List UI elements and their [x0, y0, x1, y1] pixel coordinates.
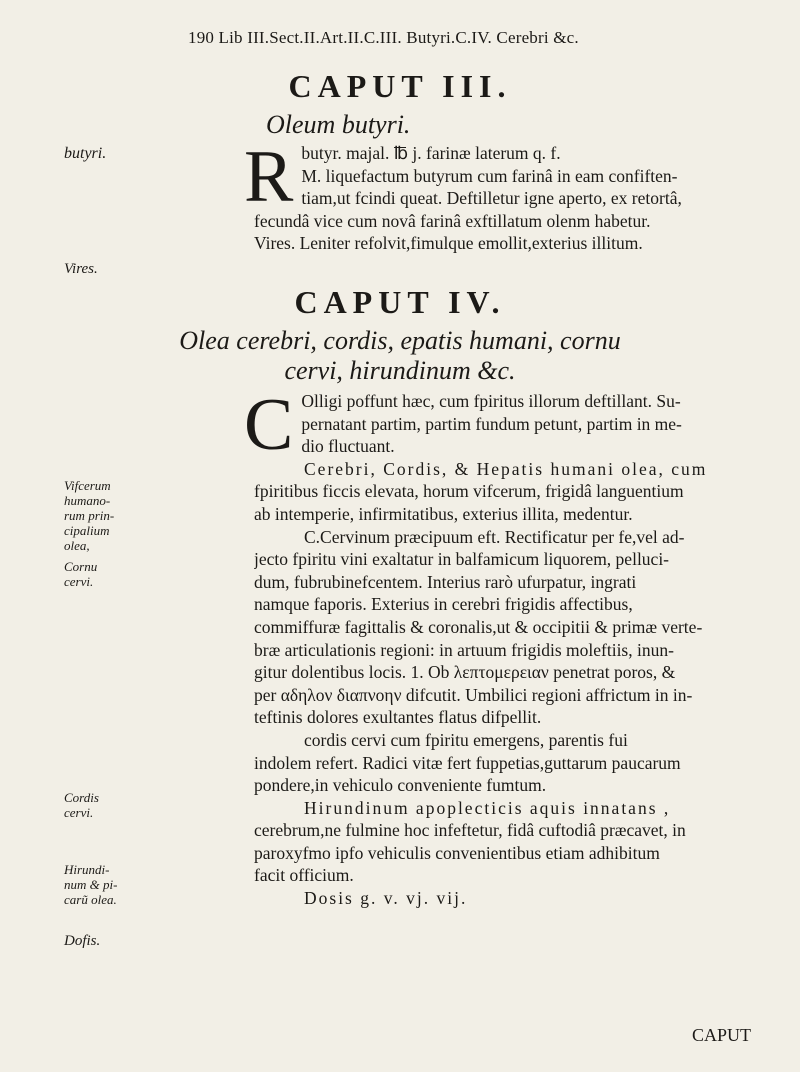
text-line: ab intemperie, infirmitatibus, exterius illita, medentur.	[254, 503, 633, 524]
text-line: paroxyfmo ipfo vehiculis convenientibus etiam adhibitum	[254, 842, 660, 863]
dropcap-r: R	[244, 136, 294, 218]
margin-line: cipalium	[64, 523, 110, 538]
margin-line: Dofis.	[64, 933, 101, 949]
text-line: facit officium.	[254, 865, 354, 886]
text-line: Cerebri, Cordis, & Hepatis humani olea, cum	[304, 458, 708, 479]
text-line: fecundâ vice cum novâ farinâ exftillatum olenm habetur.	[254, 210, 651, 231]
chapter-3-text	[244, 136, 774, 255]
text-line: teftinis dolores exultantes flatus difpellit.	[254, 707, 542, 728]
text-line: Hirundinum apoplecticis aquis innatans ,	[304, 797, 671, 818]
margin-line: Hirundi-	[64, 862, 110, 877]
text-line: jecto fpiritu vini exaltatur in balfamicum liquorem, pelluci-	[254, 549, 670, 570]
chapter-3-heading: CAPUT III.	[288, 68, 512, 104]
dropcap-c: C	[244, 384, 294, 466]
text-line: M. liquefactum butyrum cum farinâ in eam confiften-	[301, 165, 678, 186]
text-line: indolem refert. Radici vitæ fert fuppetias,guttarum paucarum	[254, 752, 681, 773]
margin-note-dosis	[64, 934, 164, 949]
margin-note-hirundinum	[64, 862, 164, 907]
margin-line: olea,	[64, 538, 90, 553]
text-line: tiam,ut fcindi queat. Deftilletur igne aperto, ex retortâ,	[301, 188, 682, 209]
text-line: pernatant partim, partim fundum petunt, partim in me-	[301, 413, 682, 434]
text-line: per αδηλον διαπνοην difcutit. Umbilici regioni affrictum in in-	[254, 684, 693, 705]
margin-line: Vifcerum	[64, 478, 111, 493]
text-line: bræ articulationis regioni: in artuum frigidis moleftiis, inun-	[254, 639, 674, 660]
margin-note-butyri: butyri.	[64, 145, 107, 162]
text-line: Dosis g. v. vj. vij.	[304, 888, 468, 909]
chapter-4-title-line-1: Olea cerebri, cordis, epatis humani, cornu	[179, 326, 621, 355]
margin-line: Cordis	[64, 790, 99, 805]
margin-line: num & pi-	[64, 877, 118, 892]
text-line: fpiritibus ficcis elevata, horum vifcerum, frigidâ languentium	[254, 481, 684, 502]
text-line: cordis cervi cum fpiritu emergens, parentis fui	[304, 729, 628, 750]
margin-line: cervi.	[64, 574, 94, 589]
chapter-3-title: Oleum butyri.	[266, 110, 411, 139]
text-line: C.Cervinum præcipuum eft. Rectificatur per fe,vel ad-	[304, 526, 685, 547]
margin-line: humano-	[64, 493, 111, 508]
text-line: Olligi poffunt hæc, cum fpiritus illorum deftillant. Su-	[301, 391, 681, 411]
margin-note-viscerum	[64, 478, 164, 589]
text-line: pondere,in vehiculo conveniente fumtum.	[254, 775, 547, 796]
margin-line: carũ olea.	[64, 892, 117, 907]
text-line: Vires. Leniter refolvit,fimulque emollit,exterius illitum.	[254, 233, 643, 254]
margin-note-vires: Vires.	[64, 261, 98, 277]
chapter-4-text	[244, 384, 774, 910]
text-line: namque faporis. Exterius in cerebri frigidis affectibus,	[254, 594, 633, 615]
text-line: butyr. majal. ℔ j. farinæ laterum q. f.	[301, 143, 561, 163]
catchword: CAPUT	[692, 1025, 752, 1045]
text-line: cerebrum,ne fulmine hoc infeftetur, fidâ cuftodiâ præcavet, in	[254, 820, 686, 841]
margin-line: rum prin-	[64, 508, 115, 523]
margin-line: Cornu	[64, 559, 98, 574]
chapter-4-title-line-2: cervi, hirundinum &c.	[284, 356, 516, 385]
margin-line: cervi.	[64, 805, 94, 820]
text-line: gitur dolentibus locis. 1. Ob λεπτομερειαν penetrat poros, &	[254, 662, 676, 683]
running-head: 190 Lib III.Sect.II.Art.II.C.III. Butyri.C.IV. Cerebri &c.	[188, 28, 579, 47]
text-line: commiffuræ fagittalis & coronalis,ut & occipitii & primæ verte-	[254, 616, 703, 637]
text-line: dio fluctuant.	[301, 436, 395, 457]
margin-note-cordis	[64, 790, 164, 820]
text-line: dum, fubrubinefcentem. Interius rarò ufurpatur, ingrati	[254, 571, 637, 592]
chapter-4-heading: CAPUT IV.	[294, 284, 506, 320]
